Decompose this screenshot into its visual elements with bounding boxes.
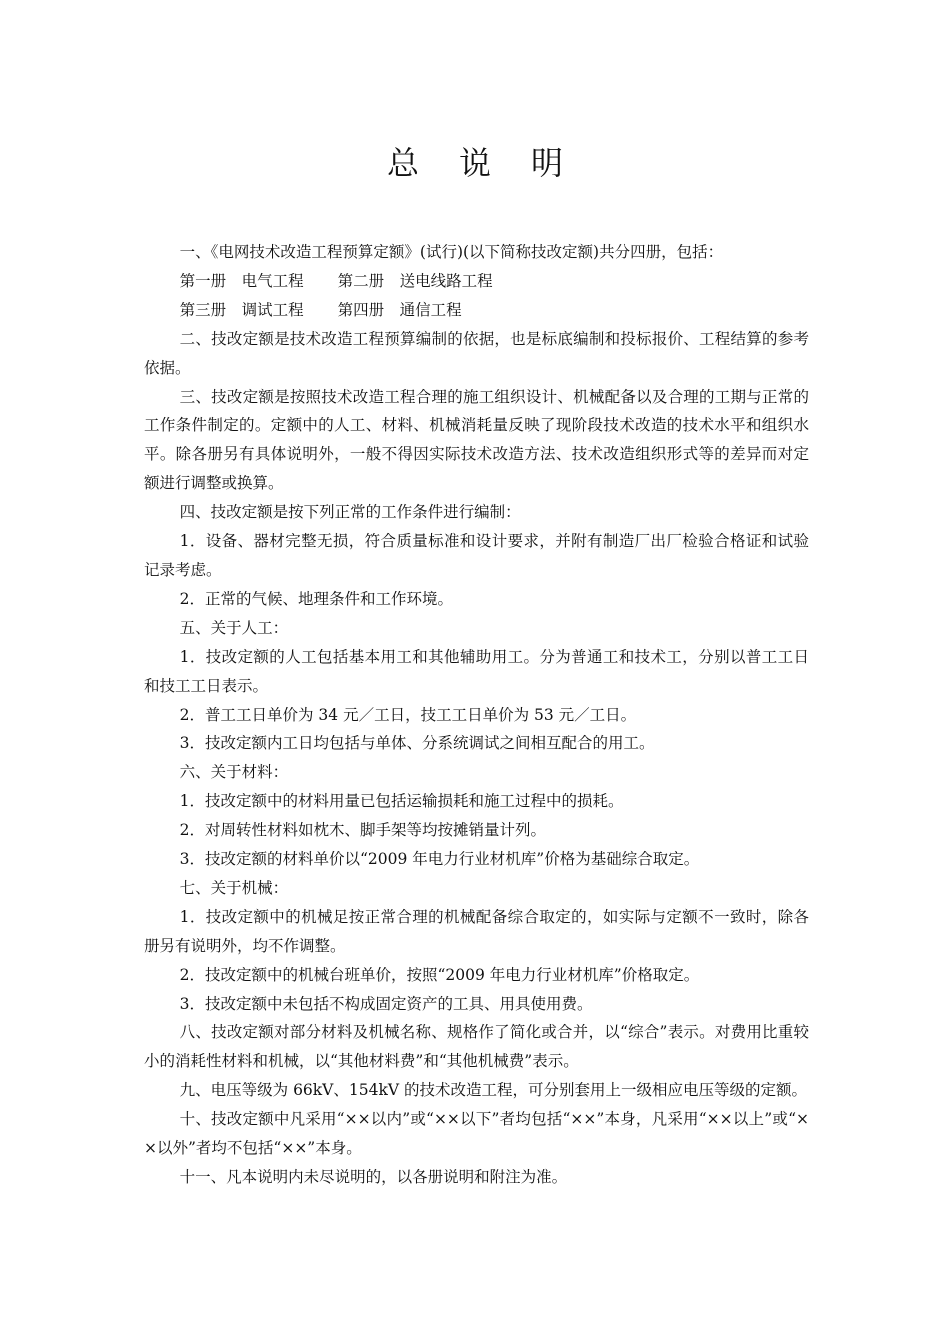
paragraph-3: 三、技改定额是按照技术改造工程合理的施工组织设计、机械配备以及合理的工期与正常的工作条件制定的。定额中的人工、材料、机械消耗量反映了现阶段技术改造的技术水平和组织水平。除各册另有具体说明外，一般不得因实际技术改造方法、技术改造组织形式等的差异而对定额进行调整或换算。 [144, 387, 809, 493]
paragraph-8: 八、技改定额对部分材料及机械名称、规格作了简化或合并，以“综合”表示。对费用比重较小的消耗性材料和机械，以“其他材料费”和“其他机械费”表示。 [144, 1023, 809, 1071]
paragraph-7: 七、关于机械： [179, 878, 289, 897]
paragraph-7-3: 3．技改定额中未包括不构成固定资产的工具、用具使用费。 [179, 994, 593, 1013]
volume-2: 第二册 送电线路工程 [337, 271, 493, 290]
paragraph-4: 四、技改定额是按下列正常的工作条件进行编制： [179, 503, 521, 522]
paragraph-7-1: 1．技改定额中的机械足按正常合理的机械配备综合取定的，如实际与定额不一致时，除各册另有说明外，均不作调整。 [144, 907, 809, 955]
paragraph-5-2: 2．普工工日单价为 34 元／工日，技工工日单价为 53 元／工日。 [179, 705, 637, 724]
volume-4: 第四册 通信工程 [337, 300, 462, 319]
paragraph-6-1: 1．技改定额中的材料用量已包括运输损耗和施工过程中的损耗。 [179, 792, 624, 811]
paragraph-4-1: 1．设备、器材完整无损，符合质量标准和设计要求，并附有制造厂出厂检验合格证和试验记录考虑。 [144, 532, 809, 579]
paragraph-7-2: 2．技改定额中的机械台班单价，按照“2009 年电力行业材机库”价格取定。 [179, 965, 700, 984]
paragraph-6-2: 2．对周转性材料如枕木、脚手架等均按摊销量计列。 [179, 821, 547, 840]
volume-row-2 [144, 296, 809, 325]
volume-row-1 [144, 267, 809, 296]
volume-1: 第一册 电气工程 [179, 271, 304, 290]
paragraph-6-3: 3．技改定额的材料单价以“2009 年电力行业材机库”价格为基础综合取定。 [179, 850, 700, 869]
paragraph-5-3: 3．技改定额内工日均包括与单体、分系统调试之间相互配合的用工。 [179, 734, 655, 753]
paragraph-9: 九、电压等级为 66kV、154kV 的技术改造工程，可分别套用上一级相应电压等级的定额。 [179, 1081, 807, 1100]
paragraph-11: 十一、凡本说明内未尽说明的，以各册说明和附注为准。 [179, 1168, 568, 1186]
paragraph-1: 一、《电网技术改造工程预算定额》(试行)(以下简称技改定额)共分四册，包括： [179, 243, 724, 261]
paragraph-10: 十、技改定额中凡采用“××以内”或“××以下”者均包括“××”本身，凡采用“××以上”或“××以外”者均不包括“××”本身。 [144, 1110, 809, 1158]
volume-3: 第三册 调试工程 [179, 300, 304, 319]
paragraph-4-2: 2．正常的气候、地理条件和工作环境。 [179, 589, 454, 608]
paragraph-5: 五、关于人工： [179, 618, 289, 637]
page-title: 总说明 [386, 144, 603, 182]
paragraph-6: 六、关于材料： [179, 763, 289, 782]
paragraph-5-1: 1．技改定额的人工包括基本用工和其他辅助用工。分为普通工和技术工，分别以普工工日和技工工日表示。 [144, 647, 809, 695]
paragraph-2: 二、技改定额是技术改造工程预算编制的依据，也是标底编制和投标报价、工程结算的参考依据。 [144, 329, 809, 377]
document-body [144, 238, 809, 1192]
